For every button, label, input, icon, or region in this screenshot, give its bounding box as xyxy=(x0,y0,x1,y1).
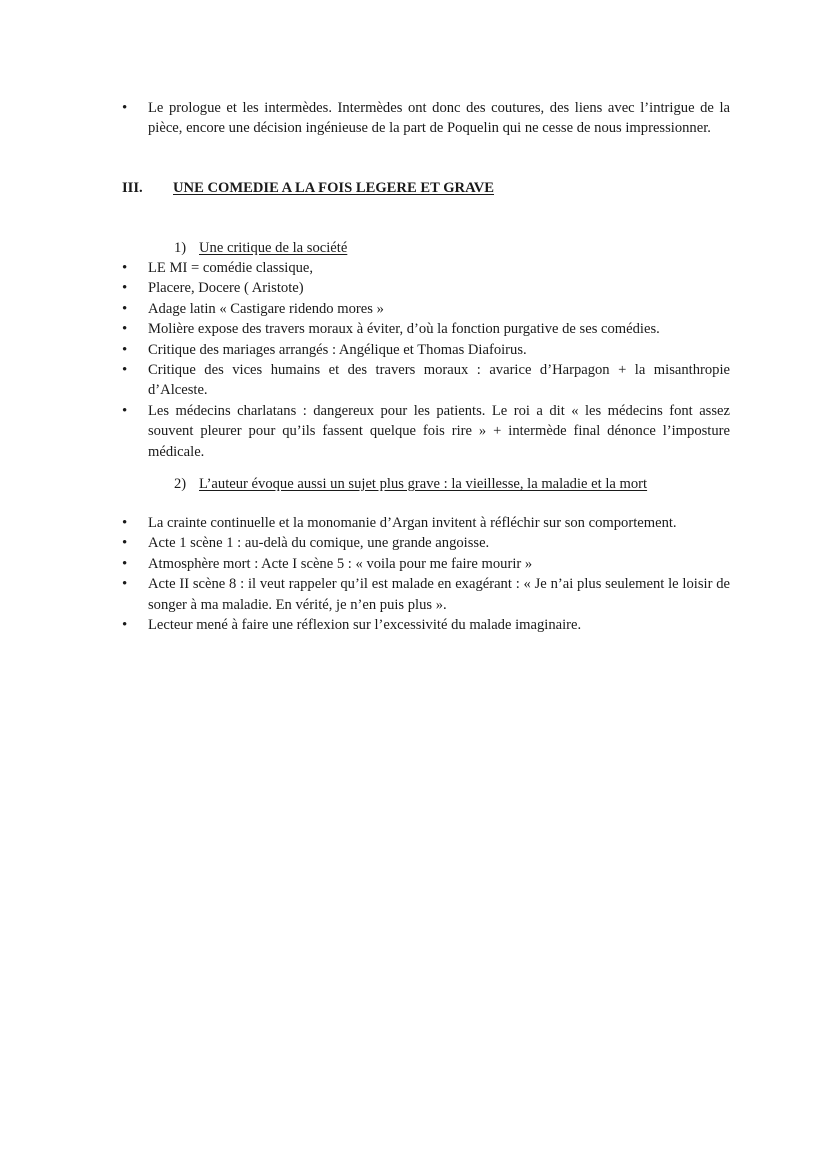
subsection-2-number: 2) xyxy=(174,476,187,492)
list-item: • LE MI = comédie classique, xyxy=(120,258,730,278)
subsection-1-title: Une critique de la société xyxy=(199,240,348,256)
critique-bullet-list xyxy=(120,258,730,462)
section-number: III. xyxy=(122,180,143,196)
list-item: • Atmosphère mort : Acte I scène 5 : « voila pour me faire mourir » xyxy=(120,554,730,574)
subsection-1-heading xyxy=(174,238,347,258)
list-item: • Critique des vices humains et des travers moraux : avarice d’Harpagon + la misanthropie d’Alceste. xyxy=(120,360,730,401)
list-item: • Placere, Docere ( Aristote) xyxy=(120,278,730,298)
subsection-1-number: 1) xyxy=(174,240,187,256)
list-item: • Acte 1 scène 1 : au-delà du comique, une grande angoisse. xyxy=(120,533,730,553)
section-heading xyxy=(122,178,494,198)
grave-bullet-list xyxy=(120,513,730,635)
subsection-2-title: L’auteur évoque aussi un sujet plus grave : la vieillesse, la maladie et la mort xyxy=(199,476,648,492)
list-item: • Le prologue et les intermèdes. Intermèdes ont donc des coutures, des liens avec l’intrigue de la pièce, encore une décision ingénieuse de la part de Poquelin qui ne cesse de nous impressionner. xyxy=(120,98,730,139)
list-item: • Molière expose des travers moraux à éviter, d’où la fonction purgative de ses comédies. xyxy=(120,319,730,339)
list-item: • Acte II scène 8 : il veut rappeler qu’il est malade en exagérant : « Je n’ai plus seulement le loisir de songer à ma maladie. En vérité, je n’en puis plus ». xyxy=(120,574,730,615)
list-item: • La crainte continuelle et la monomanie d’Argan invitent à réfléchir sur son comportement. xyxy=(120,513,730,533)
section-title: UNE COMEDIE A LA FOIS LEGERE ET GRAVE xyxy=(173,180,495,196)
intro-bullet-list xyxy=(120,98,730,139)
list-item: • Les médecins charlatans : dangereux pour les patients. Le roi a dit « les médecins font assez souvent pleurer pour qu’ils fassent quelque fois rire » + intermède final dénonce l’imposture médicale. xyxy=(120,401,730,462)
subsection-2-heading xyxy=(174,474,647,494)
list-item: • Critique des mariages arrangés : Angélique et Thomas Diafoirus. xyxy=(120,340,730,360)
list-item: • Adage latin « Castigare ridendo mores » xyxy=(120,299,730,319)
list-item: • Lecteur mené à faire une réflexion sur l’excessivité du malade imaginaire. xyxy=(120,615,730,635)
